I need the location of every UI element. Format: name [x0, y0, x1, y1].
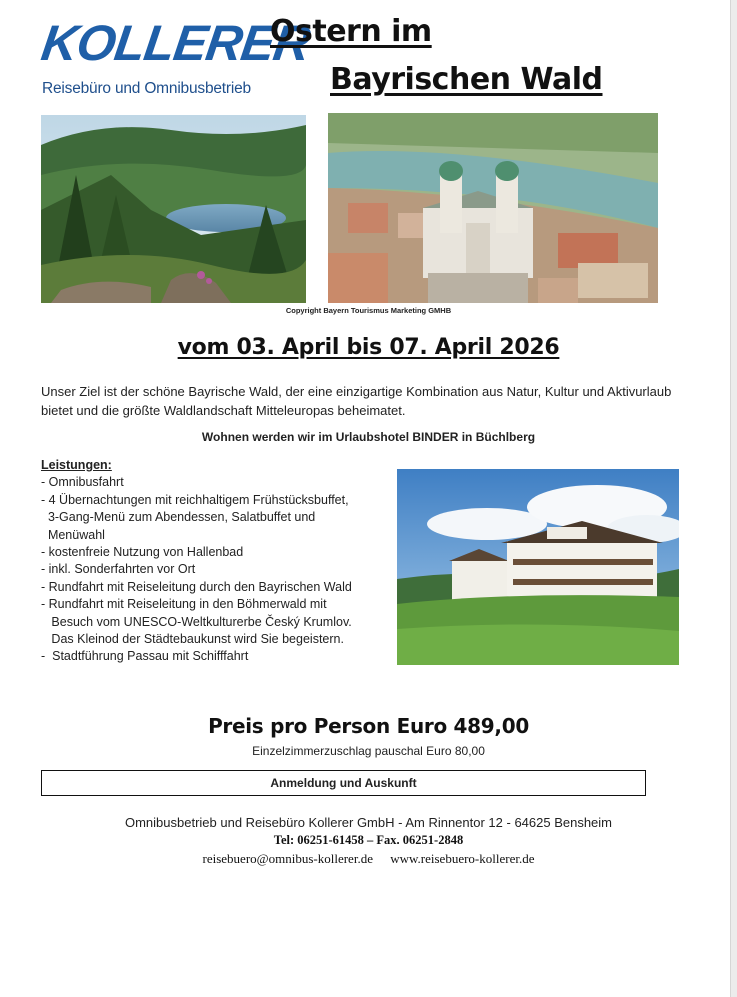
- page-title-line-2: Bayrischen Wald: [330, 62, 603, 97]
- list-item: - inkl. Sonderfahrten vor Ort: [41, 562, 196, 577]
- hotel-photo: [397, 469, 679, 665]
- price-per-person: Preis pro Person Euro 489,00: [208, 714, 529, 738]
- list-item: 3-Gang-Menü zum Abendessen, Salatbuffet und: [41, 510, 316, 525]
- list-item: - kostenfreie Nutzung von Hallenbad: [41, 545, 244, 560]
- email-link[interactable]: reisebuero@omnibus-kollerer.de: [202, 851, 373, 866]
- passau-city-photo: [328, 113, 658, 303]
- registration-box: Anmeldung und Auskunft: [41, 770, 646, 796]
- website-link[interactable]: www.reisebuero-kollerer.de: [390, 851, 535, 866]
- company-logo: [38, 12, 313, 108]
- logo-wordmark: KOLLERER: [38, 15, 313, 71]
- intro-paragraph: Unser Ziel ist der schöne Bayrische Wald, der eine einzigartige Kombination aus Natur, Kultur und Aktivurlaub bietet und die größte Waldlandschaft Mitteleuropas beheimatet.: [41, 384, 672, 418]
- list-item: - 4 Übernachtungen mit reichhaltigem Frühstücksbuffet,: [41, 492, 349, 507]
- photo-copyright: Copyright Bayern Tourismus Marketing GMHB: [285, 306, 452, 315]
- list-item: Besuch vom UNESCO-Weltkulturerbe Český Krumlov.: [41, 614, 352, 629]
- hotel-info: Wohnen werden wir im Urlaubshotel BINDER in Büchlberg: [201, 430, 536, 444]
- page-title-line-1: Ostern im: [270, 14, 432, 49]
- contact-line: [0, 851, 737, 867]
- logo-subtitle: Reisebüro und Omnibusbetrieb: [42, 80, 251, 97]
- list-item: - Stadtführung Passau mit Schifffahrt: [41, 649, 249, 664]
- list-item: - Omnibusfahrt: [41, 475, 124, 490]
- phone-fax: Tel: 06251-61458 – Fax. 06251-2848: [273, 833, 464, 847]
- services-section: [41, 457, 391, 666]
- services-list: [41, 474, 391, 665]
- list-item: - Rundfahrt mit Reiseleitung in den Böhmerwald mit: [41, 597, 327, 612]
- list-item: Menüwahl: [41, 527, 105, 542]
- lake-forest-photo: [41, 115, 306, 303]
- company-address: Omnibusbetrieb und Reisebüro Kollerer GmbH - Am Rinnentor 12 - 64625 Bensheim: [124, 815, 613, 830]
- travel-dates: vom 03. April bis 07. April 2026: [177, 335, 560, 360]
- services-heading: Leistungen:: [41, 458, 112, 472]
- list-item: - Rundfahrt mit Reiseleitung durch den Bayrischen Wald: [41, 579, 352, 594]
- list-item: Das Kleinod der Städtebaukunst wird Sie begeistern.: [41, 632, 344, 647]
- single-room-surcharge: Einzelzimmerzuschlag pauschal Euro 80,00: [252, 744, 485, 758]
